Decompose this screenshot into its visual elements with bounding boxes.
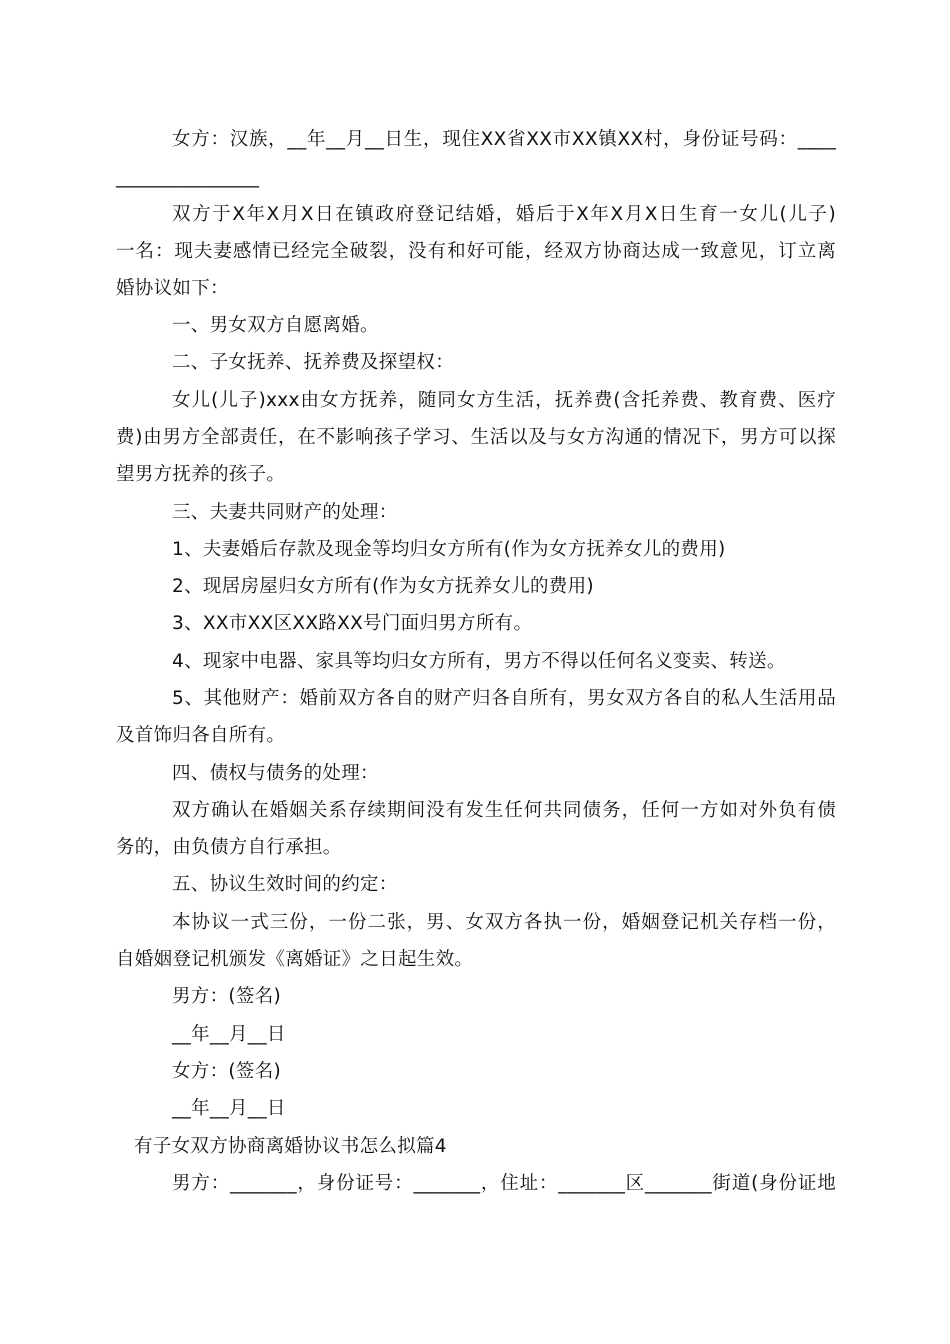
paragraph-husband-info: 男方：_______，身份证号：_______，住址：_______区_______街道(身份证地	[172, 1173, 836, 1194]
paragraph-marriage-line-2: 一名：现夫妻感情已经完全破裂，没有和好可能，经双方协商达成一致意见，订立离	[116, 241, 836, 262]
paragraph-marriage-line-3: 婚协议如下：	[116, 278, 229, 299]
paragraph-custody-line-3: 望男方抚养的孩子。	[116, 464, 286, 485]
paragraph-effective-line-2: 自婚姻登记机颁发《离婚证》之日起生效。	[116, 949, 474, 970]
paragraph-marriage-line-1: 双方于X年X月X日在镇政府登记结婚，婚后于X年X月X日生育一女儿(儿子)	[172, 204, 836, 225]
paragraph-custody-line-1: 女儿(儿子)xxx由女方抚养，随同女方生活，抚养费(含托养费、教育费、医疗	[172, 390, 836, 411]
property-item-5-line-1: 5、其他财产：婚前双方各自的财产归各自所有，男女双方各自的私人生活用品	[172, 688, 836, 709]
paragraph-effective-line-1: 本协议一式三份，一份二张，男、女双方各执一份，婚姻登记机关存档一份，	[172, 912, 836, 933]
property-item-4: 4、现家中电器、家具等均归女方所有，男方不得以任何名义变卖、转送。	[172, 651, 786, 672]
wife-signature-date: __年__月__日	[172, 1098, 286, 1119]
paragraph-wife-info: 女方：汉族，__年__月__日生，现住XX省XX市XX镇XX村，身份证号码：____	[172, 129, 836, 150]
section-heading-2: 二、子女抚养、抚养费及探望权：	[172, 352, 455, 373]
property-item-5-line-2: 及首饰归各自所有。	[116, 725, 286, 746]
property-item-3: 3、XX市XX区XX路XX号门面归男方所有。	[172, 613, 533, 634]
section-heading-5: 五、协议生效时间的约定：	[172, 874, 398, 895]
section-heading-3: 三、夫妻共同财产的处理：	[172, 502, 398, 523]
paragraph-wife-id-blank: _______________	[116, 167, 260, 188]
paragraph-custody-line-2: 费)由男方全部责任，在不影响孩子学习、生活以及与女方沟通的情况下，男方可以探	[116, 427, 836, 448]
wife-signature: 女方：(签名)	[172, 1061, 282, 1082]
section-heading-1: 一、男女双方自愿离婚。	[172, 315, 379, 336]
section-heading-4: 四、债权与债务的处理：	[172, 763, 379, 784]
article-title-4: 有子女双方协商离婚协议书怎么拟篇4	[134, 1136, 447, 1157]
property-item-2: 2、现居房屋归女方所有(作为女方抚养女儿的费用)	[172, 576, 594, 597]
husband-signature: 男方：(签名)	[172, 986, 282, 1007]
husband-signature-date: __年__月__日	[172, 1024, 286, 1045]
paragraph-debt-line-2: 务的，由负债方自行承担。	[116, 837, 342, 858]
property-item-1: 1、夫妻婚后存款及现金等均归女方所有(作为女方抚养女儿的费用)	[172, 539, 726, 560]
paragraph-debt-line-1: 双方确认在婚姻关系存续期间没有发生任何共同债务，任何一方如对外负有债	[172, 800, 836, 821]
